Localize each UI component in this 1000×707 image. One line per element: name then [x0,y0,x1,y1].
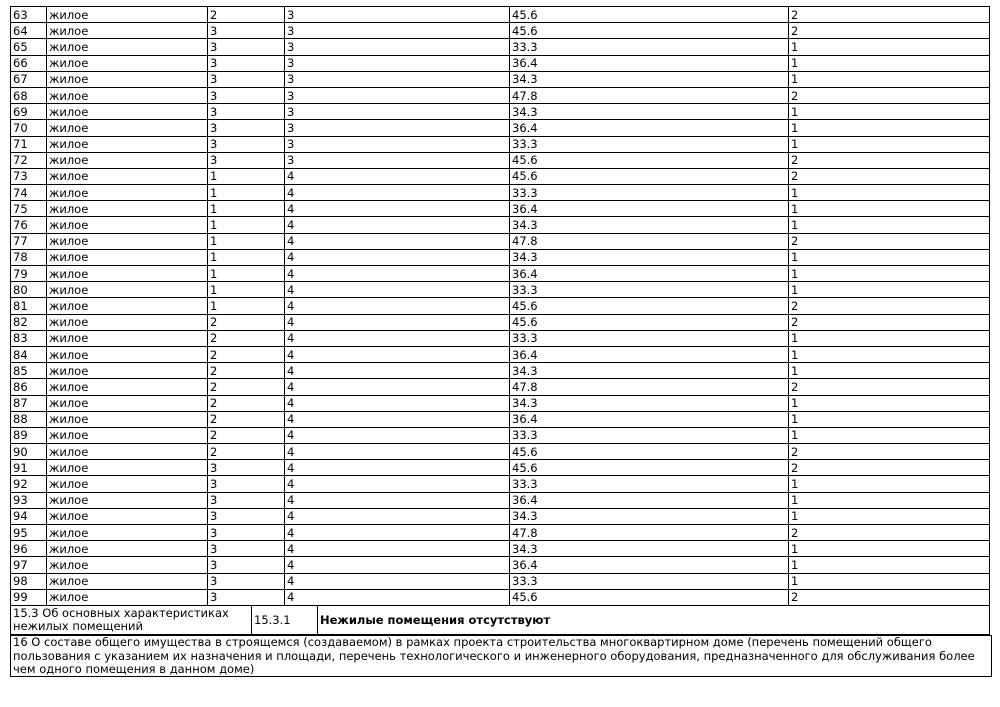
section-cell: 3 [208,39,285,55]
area-cell: 45.6 [510,23,789,39]
section-cell: 3 [208,541,285,557]
apartment-number-cell: 84 [11,346,47,362]
floor-cell: 4 [285,249,510,265]
apartment-number-cell: 63 [11,7,47,23]
section-15-3-table [10,605,990,635]
purpose-cell: жилое [47,314,208,330]
apartment-number-cell: 92 [11,476,47,492]
rooms-cell: 1 [789,55,990,71]
purpose-cell: жилое [47,152,208,168]
area-cell: 45.6 [510,152,789,168]
apartment-number-cell: 98 [11,573,47,589]
area-cell: 34.3 [510,217,789,233]
purpose-cell: жилое [47,87,208,103]
rooms-cell: 1 [789,249,990,265]
rooms-cell: 2 [789,525,990,541]
rooms-cell: 2 [789,23,990,39]
apartment-number-cell: 72 [11,152,47,168]
apartment-number-cell: 83 [11,330,47,346]
table-row [11,379,990,395]
section-cell: 2 [208,363,285,379]
rooms-cell: 1 [789,557,990,573]
section-cell: 3 [208,460,285,476]
floor-cell: 3 [285,39,510,55]
table-row [11,557,990,573]
rooms-cell: 1 [789,185,990,201]
table-row [11,104,990,120]
section-cell: 1 [208,168,285,184]
area-cell: 36.4 [510,120,789,136]
section-cell: 2 [208,346,285,362]
purpose-cell: жилое [47,492,208,508]
area-cell: 33.3 [510,330,789,346]
section-15-3-value: Нежилые помещения отсутствуют [318,606,990,635]
floor-cell: 4 [285,427,510,443]
floor-cell: 4 [285,217,510,233]
area-cell: 45.6 [510,589,789,605]
floor-cell: 4 [285,411,510,427]
table-row [11,71,990,87]
floor-cell: 4 [285,201,510,217]
purpose-cell: жилое [47,71,208,87]
purpose-cell: жилое [47,460,208,476]
floor-cell: 4 [285,541,510,557]
section-cell: 3 [208,525,285,541]
section-cell: 3 [208,120,285,136]
floor-cell: 4 [285,508,510,524]
purpose-cell: жилое [47,233,208,249]
floor-cell: 4 [285,314,510,330]
section-cell: 3 [208,573,285,589]
purpose-cell: жилое [47,541,208,557]
table-row [11,136,990,152]
table-row [11,541,990,557]
apartment-number-cell: 97 [11,557,47,573]
area-cell: 34.3 [510,71,789,87]
apartment-number-cell: 90 [11,444,47,460]
floor-cell: 4 [285,444,510,460]
rooms-cell: 1 [789,346,990,362]
floor-cell: 3 [285,104,510,120]
floor-cell: 4 [285,460,510,476]
table-row [11,7,990,23]
area-cell: 33.3 [510,185,789,201]
table-row [11,314,990,330]
section-cell: 3 [208,557,285,573]
floor-cell: 4 [285,346,510,362]
area-cell: 34.3 [510,104,789,120]
rooms-cell: 1 [789,395,990,411]
table-row [11,266,990,282]
area-cell: 45.6 [510,7,789,23]
purpose-cell: жилое [47,249,208,265]
rooms-cell: 1 [789,104,990,120]
table-row [11,508,990,524]
apartment-number-cell: 95 [11,525,47,541]
purpose-cell: жилое [47,7,208,23]
section-cell: 1 [208,266,285,282]
section-cell: 2 [208,444,285,460]
area-cell: 33.3 [510,136,789,152]
apartment-number-cell: 74 [11,185,47,201]
section-cell: 1 [208,282,285,298]
section-cell: 2 [208,411,285,427]
apartment-number-cell: 80 [11,282,47,298]
floor-cell: 3 [285,23,510,39]
apartment-number-cell: 78 [11,249,47,265]
purpose-cell: жилое [47,508,208,524]
apartment-number-cell: 64 [11,23,47,39]
apartment-number-cell: 88 [11,411,47,427]
purpose-cell: жилое [47,525,208,541]
table-row [11,573,990,589]
area-cell: 33.3 [510,573,789,589]
area-cell: 33.3 [510,476,789,492]
floor-cell: 4 [285,589,510,605]
apartment-number-cell: 71 [11,136,47,152]
rooms-cell: 1 [789,508,990,524]
purpose-cell: жилое [47,23,208,39]
section-cell: 3 [208,508,285,524]
purpose-cell: жилое [47,185,208,201]
rooms-cell: 1 [789,476,990,492]
table-row [11,298,990,314]
table-row [11,460,990,476]
table-row [11,39,990,55]
purpose-cell: жилое [47,346,208,362]
section-cell: 3 [208,23,285,39]
apartment-number-cell: 66 [11,55,47,71]
section-cell: 2 [208,314,285,330]
purpose-cell: жилое [47,298,208,314]
section-cell: 1 [208,249,285,265]
floor-cell: 4 [285,476,510,492]
floor-cell: 3 [285,55,510,71]
purpose-cell: жилое [47,330,208,346]
purpose-cell: жилое [47,395,208,411]
floor-cell: 4 [285,379,510,395]
area-cell: 34.3 [510,395,789,411]
area-cell: 45.6 [510,460,789,476]
purpose-cell: жилое [47,266,208,282]
table-row [11,233,990,249]
rooms-cell: 2 [789,152,990,168]
rooms-cell: 2 [789,233,990,249]
purpose-cell: жилое [47,120,208,136]
apartment-number-cell: 81 [11,298,47,314]
floor-cell: 4 [285,185,510,201]
apartment-number-cell: 94 [11,508,47,524]
area-cell: 45.6 [510,444,789,460]
purpose-cell: жилое [47,557,208,573]
area-cell: 36.4 [510,201,789,217]
apartment-number-cell: 89 [11,427,47,443]
purpose-cell: жилое [47,573,208,589]
table-row [11,330,990,346]
apartment-number-cell: 75 [11,201,47,217]
table-row [11,395,990,411]
rooms-cell: 1 [789,492,990,508]
rooms-cell: 1 [789,136,990,152]
table-row [11,525,990,541]
floor-cell: 4 [285,233,510,249]
rooms-cell: 2 [789,589,990,605]
apartment-number-cell: 82 [11,314,47,330]
apartment-number-cell: 67 [11,71,47,87]
rooms-cell: 1 [789,363,990,379]
section-cell: 1 [208,298,285,314]
rooms-cell: 2 [789,444,990,460]
rooms-cell: 1 [789,330,990,346]
apartment-number-cell: 93 [11,492,47,508]
table-row [11,444,990,460]
apartment-number-cell: 65 [11,39,47,55]
section-cell: 3 [208,476,285,492]
area-cell: 36.4 [510,55,789,71]
area-cell: 34.3 [510,363,789,379]
rooms-cell: 2 [789,314,990,330]
area-cell: 34.3 [510,541,789,557]
rooms-cell: 1 [789,427,990,443]
floor-cell: 4 [285,573,510,589]
purpose-cell: жилое [47,427,208,443]
area-cell: 47.8 [510,233,789,249]
purpose-cell: жилое [47,476,208,492]
table-row [11,152,990,168]
purpose-cell: жилое [47,444,208,460]
apartment-number-cell: 68 [11,87,47,103]
table-row [11,346,990,362]
rooms-cell: 2 [789,460,990,476]
floor-cell: 3 [285,87,510,103]
premises-table-body [11,7,990,606]
section-cell: 3 [208,136,285,152]
rooms-cell: 1 [789,39,990,55]
rooms-cell: 2 [789,379,990,395]
table-row [11,217,990,233]
purpose-cell: жилое [47,168,208,184]
section-15-3-label: 15.3 Об основных характеристиках нежилых помещений [11,606,252,635]
purpose-cell: жилое [47,39,208,55]
area-cell: 47.8 [510,525,789,541]
area-cell: 36.4 [510,557,789,573]
floor-cell: 4 [285,363,510,379]
floor-cell: 4 [285,298,510,314]
section-cell: 1 [208,217,285,233]
purpose-cell: жилое [47,411,208,427]
apartment-number-cell: 91 [11,460,47,476]
area-cell: 47.8 [510,87,789,103]
area-cell: 36.4 [510,411,789,427]
apartment-number-cell: 96 [11,541,47,557]
apartment-number-cell: 76 [11,217,47,233]
purpose-cell: жилое [47,104,208,120]
floor-cell: 4 [285,168,510,184]
section-cell: 3 [208,71,285,87]
table-row [11,427,990,443]
rooms-cell: 2 [789,87,990,103]
area-cell: 45.6 [510,314,789,330]
floor-cell: 3 [285,71,510,87]
rooms-cell: 2 [789,7,990,23]
table-row [11,185,990,201]
rooms-cell: 1 [789,201,990,217]
rooms-cell: 1 [789,282,990,298]
table-row [11,476,990,492]
section-cell: 3 [208,87,285,103]
table-row [11,249,990,265]
table-row [11,87,990,103]
floor-cell: 4 [285,492,510,508]
table-row [11,589,990,605]
purpose-cell: жилое [47,55,208,71]
section-cell: 1 [208,185,285,201]
purpose-cell: жилое [47,379,208,395]
apartment-number-cell: 70 [11,120,47,136]
rooms-cell: 1 [789,411,990,427]
section-16-text: 16 О составе общего имущества в строящемся (создаваемом) в рамках проекта строительства многоквартирном доме (перечень помещений общего пользования с указанием их назначения и площади, перечень технологического и инженерного оборудования, предназначенного для обслуживания более чем одного помещения в данном доме) [10,635,992,677]
apartment-number-cell: 85 [11,363,47,379]
floor-cell: 3 [285,152,510,168]
table-row [11,120,990,136]
purpose-cell: жилое [47,136,208,152]
section-cell: 2 [208,395,285,411]
area-cell: 36.4 [510,492,789,508]
floor-cell: 4 [285,330,510,346]
table-row [11,55,990,71]
rooms-cell: 2 [789,298,990,314]
table-row [11,411,990,427]
apartment-number-cell: 99 [11,589,47,605]
section-cell: 2 [208,330,285,346]
table-row [11,492,990,508]
floor-cell: 3 [285,136,510,152]
area-cell: 33.3 [510,39,789,55]
section-cell: 2 [208,379,285,395]
section-15-3-row [11,606,990,635]
table-row [11,23,990,39]
apartment-number-cell: 77 [11,233,47,249]
rooms-cell: 1 [789,71,990,87]
premises-table [10,6,990,606]
rooms-cell: 2 [789,168,990,184]
apartment-number-cell: 79 [11,266,47,282]
purpose-cell: жилое [47,201,208,217]
apartment-number-cell: 73 [11,168,47,184]
section-cell: 1 [208,201,285,217]
purpose-cell: жилое [47,282,208,298]
area-cell: 36.4 [510,266,789,282]
purpose-cell: жилое [47,363,208,379]
floor-cell: 4 [285,525,510,541]
section-15-3-code: 15.3.1 [252,606,318,635]
table-row [11,168,990,184]
rooms-cell: 1 [789,120,990,136]
area-cell: 33.3 [510,282,789,298]
section-cell: 3 [208,492,285,508]
table-row [11,201,990,217]
purpose-cell: жилое [47,217,208,233]
area-cell: 33.3 [510,427,789,443]
section-cell: 3 [208,104,285,120]
apartment-number-cell: 87 [11,395,47,411]
rooms-cell: 1 [789,541,990,557]
rooms-cell: 1 [789,217,990,233]
section-cell: 2 [208,7,285,23]
area-cell: 47.8 [510,379,789,395]
rooms-cell: 1 [789,573,990,589]
floor-cell: 3 [285,7,510,23]
table-row [11,363,990,379]
section-cell: 2 [208,427,285,443]
floor-cell: 4 [285,282,510,298]
apartment-number-cell: 86 [11,379,47,395]
floor-cell: 4 [285,266,510,282]
area-cell: 45.6 [510,298,789,314]
table-row [11,282,990,298]
purpose-cell: жилое [47,589,208,605]
area-cell: 45.6 [510,168,789,184]
area-cell: 36.4 [510,346,789,362]
floor-cell: 4 [285,395,510,411]
floor-cell: 4 [285,557,510,573]
area-cell: 34.3 [510,249,789,265]
section-cell: 3 [208,589,285,605]
area-cell: 34.3 [510,508,789,524]
section-cell: 3 [208,55,285,71]
section-cell: 1 [208,233,285,249]
apartment-number-cell: 69 [11,104,47,120]
rooms-cell: 1 [789,266,990,282]
section-cell: 3 [208,152,285,168]
floor-cell: 3 [285,120,510,136]
